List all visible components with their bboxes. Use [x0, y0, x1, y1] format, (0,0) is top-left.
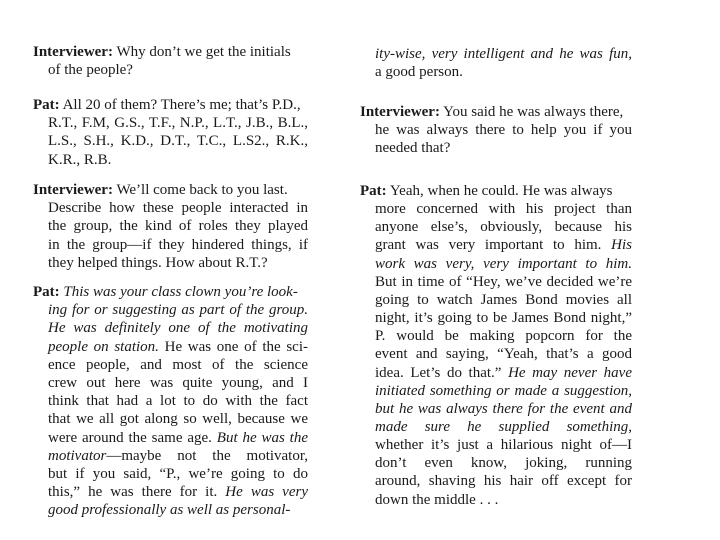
text-line: [375, 64, 632, 80]
text-segment: but if you said, “P., we’re going to do: [48, 466, 308, 482]
text-line: [375, 328, 632, 344]
italic-text: His: [611, 237, 632, 254]
text-line: [48, 375, 308, 391]
italic-text: ity-wise, very intelligent and he was fun,: [375, 46, 632, 62]
text-segment: idea. Let’s do that.”: [375, 364, 509, 381]
text-segment: ence people, and most of the science: [48, 356, 308, 373]
italic-text: He may never have: [508, 364, 632, 381]
text-segment: this,” he was there for it.: [48, 484, 226, 501]
text-segment: —maybe not the motivator,: [106, 447, 308, 464]
text-line: [360, 183, 632, 199]
text-line: [375, 492, 632, 508]
text-segment: around, shaving his hair off except for: [375, 473, 632, 490]
speaker-label: Interviewer:: [360, 104, 440, 120]
text-segment: he was always there to help you if you: [375, 122, 632, 139]
text-segment: going to watch James Bond movies all: [375, 291, 632, 308]
text-segment: You said he was always there,: [439, 104, 624, 120]
text-line: [375, 383, 632, 399]
text-line: [33, 284, 308, 300]
text-line: [48, 237, 308, 253]
text-line: [48, 115, 308, 131]
italic-text: work was very, very important to him.: [375, 255, 632, 272]
text-line: [375, 346, 632, 362]
text-line: [375, 274, 632, 290]
text-line: [375, 401, 632, 417]
text-line: [33, 97, 308, 113]
text-line: [375, 365, 632, 381]
text-segment: We’ll come back to you last.: [112, 182, 288, 198]
text-segment: R.T., F.M, G.S., T.F., N.P., L.T., J.B., B.L.,: [48, 115, 308, 132]
text-line: [48, 357, 308, 373]
text-line: [48, 133, 308, 149]
text-line: [48, 484, 308, 500]
italic-text: people on station.: [48, 338, 159, 355]
speaker-label: Pat:: [33, 284, 60, 300]
text-line: [48, 200, 308, 216]
text-line: [48, 502, 308, 518]
text-line: [48, 218, 308, 234]
text-line: [375, 256, 632, 272]
text-segment: But in time of “Hey, we’ve decided we’re: [375, 273, 632, 290]
text-line: [48, 320, 308, 336]
text-line: [375, 237, 632, 253]
text-line: [48, 393, 308, 409]
text-segment: K.R., R.B.: [48, 151, 112, 168]
text-segment: P. would be making popcorn for the: [375, 328, 632, 345]
text-line: [33, 44, 308, 60]
italic-text: This was your class clown you’re look-: [59, 284, 298, 300]
text-line: [48, 466, 308, 482]
speaker-label: Interviewer:: [33, 44, 113, 60]
speaker-label: Pat:: [360, 183, 387, 199]
text-line: [48, 411, 308, 427]
text-segment: needed that?: [375, 140, 451, 157]
speaker-label: Pat:: [33, 97, 60, 113]
text-segment: of the people?: [48, 62, 133, 79]
text-line: [375, 473, 632, 489]
text-segment: whether it’s just a hilarious night of—I: [375, 437, 632, 454]
text-segment: were around the same age.: [48, 429, 217, 446]
text-segment: Describe how these people interacted in: [48, 200, 308, 217]
text-segment: crew out here was quite young, and I: [48, 375, 308, 391]
text-line: [48, 339, 308, 355]
text-segment: Yeah, when he could. He was always: [386, 183, 613, 199]
speaker-label: Interviewer:: [33, 182, 113, 198]
text-segment: L.S., S.H., K.D., D.T., T.C., L.S2., R.K.,: [48, 133, 308, 150]
text-line: [375, 419, 632, 435]
text-segment: more concerned with his project than: [375, 201, 632, 218]
text-line: [48, 152, 308, 168]
italic-text: motivator: [48, 447, 107, 464]
text-line: [375, 219, 632, 235]
italic-text: good professionally as well as personal-: [48, 502, 291, 519]
text-segment: that we all got along so well, because we: [48, 411, 308, 428]
text-line: [375, 292, 632, 308]
text-segment: they helped things. How about R.T.?: [48, 254, 268, 271]
text-line: [375, 310, 632, 326]
italic-text: He was very: [225, 484, 308, 501]
text-segment: think that had a lot to do with the fact: [48, 393, 308, 410]
italic-text: ing for or suggesting as part of the group.: [48, 302, 308, 319]
text-line: [375, 455, 632, 471]
italic-text: He was definitely one of the motivating: [48, 320, 308, 337]
text-line: [48, 302, 308, 318]
text-line: [48, 255, 308, 271]
text-line: [375, 46, 632, 62]
italic-text: initiated something or made a suggestion,: [375, 382, 632, 399]
text-segment: He was one of the sci-: [158, 338, 308, 355]
text-line: [375, 201, 632, 217]
text-line: [33, 182, 308, 198]
text-line: [375, 437, 632, 453]
text-line: [48, 62, 308, 78]
text-segment: in the group—if they hindered things, if: [48, 236, 308, 253]
text-segment: event and saying, “Yeah, that’s a good: [375, 346, 632, 363]
text-line: [360, 104, 632, 120]
text-segment: a good person.: [375, 64, 463, 81]
text-segment: Why don’t we get the initials: [112, 44, 291, 60]
italic-text: But he was the: [216, 429, 308, 446]
text-segment: grant was very important to him.: [375, 237, 612, 254]
text-segment: All 20 of them? There’s me; that’s P.D.,: [59, 97, 301, 113]
italic-text: made sure he supplied something,: [375, 418, 632, 435]
italic-text: but he was always there for the event and: [375, 400, 632, 417]
text-line: [48, 448, 308, 464]
text-line: [375, 140, 632, 156]
text-line: [375, 122, 632, 138]
text-segment: the group, the kind of roles they played: [48, 218, 308, 235]
text-segment: night, it’s going to be James Bond night,”: [375, 310, 632, 327]
text-segment: down the middle . . .: [375, 491, 499, 508]
text-segment: don’t even know, joking, running: [375, 455, 632, 472]
text-segment: anyone else’s, obviously, because his: [375, 219, 632, 236]
text-line: [48, 430, 308, 446]
